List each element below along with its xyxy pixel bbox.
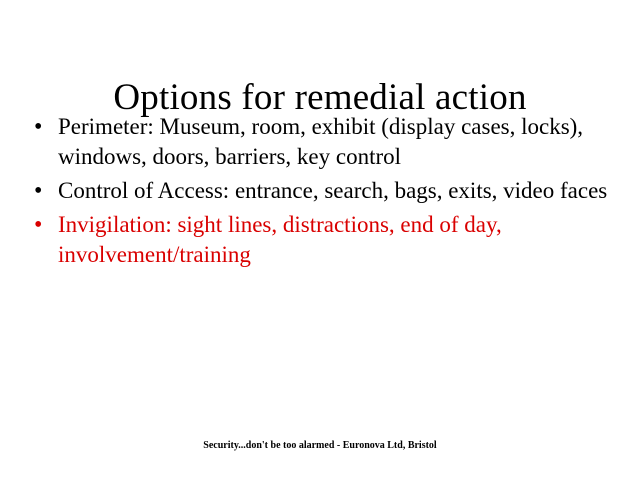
list-item-text: Perimeter: Museum, room, exhibit (display cases, locks), windows, doors, barriers, key control (58, 114, 584, 169)
bullet-icon: • (34, 114, 43, 140)
list-item (34, 210, 612, 270)
slide-footer: Security...don't be too alarmed - Euronova Ltd, Bristol (203, 440, 437, 451)
bullet-list (34, 112, 612, 274)
list-item-text: Invigilation: sight lines, distractions, end of day, involvement/training (58, 212, 502, 267)
list-item-text: Control of Access: entrance, search, bags, exits, video faces (58, 178, 608, 203)
list-item (34, 112, 612, 172)
bullet-icon: • (34, 178, 43, 204)
list-item (34, 176, 612, 206)
bullet-icon: • (34, 212, 43, 238)
page-title: Options for remedial action (113, 76, 527, 118)
